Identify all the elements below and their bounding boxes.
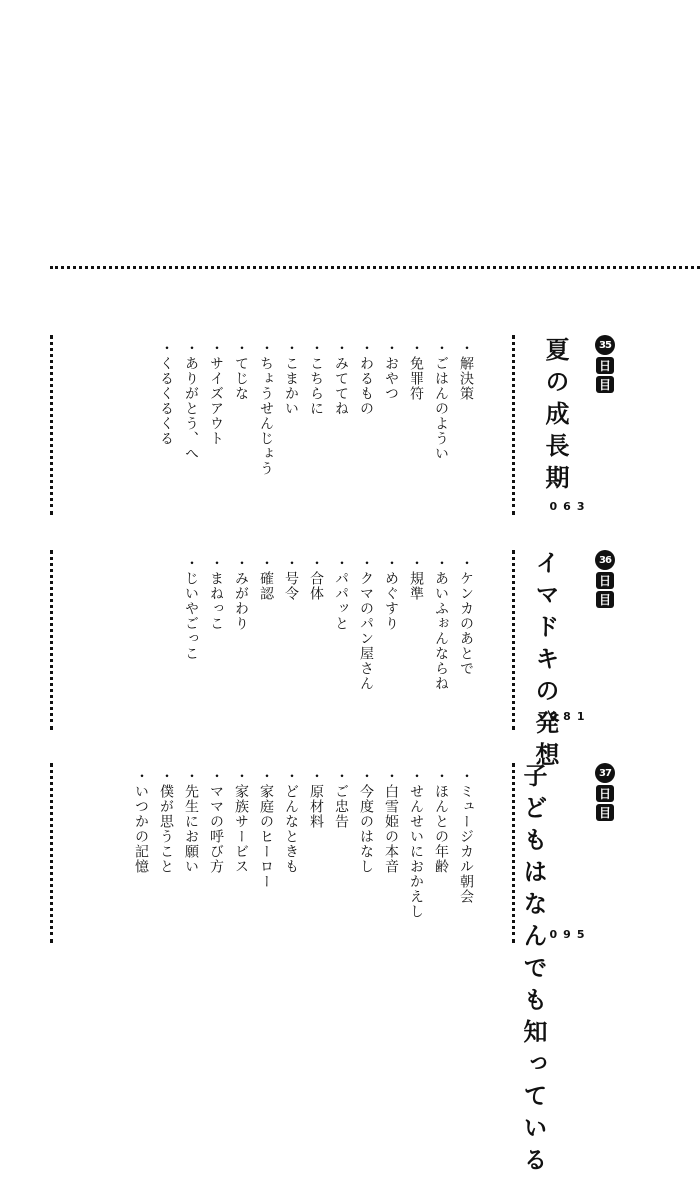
list-item[interactable]: ・ みがわり [232, 556, 250, 691]
list-item[interactable]: ・ ごはんのようい [432, 341, 450, 476]
day-number: 36 [595, 550, 615, 570]
list-item[interactable]: ・ サイズアウト [207, 341, 225, 476]
list-item[interactable]: ・ せんせいにおかえし [407, 769, 425, 919]
episode-list [157, 341, 475, 476]
list-item[interactable]: ・ ケンカのあとで [457, 556, 475, 691]
list-item[interactable]: ・ おやつ [382, 341, 400, 476]
list-item[interactable]: ・ じいやごっこ [182, 556, 200, 691]
list-item[interactable]: ・ わるもの [357, 341, 375, 476]
list-item[interactable]: ・ こまかい [282, 341, 300, 476]
list-item[interactable]: ・ ちょうせんじょう [257, 341, 275, 476]
page-number: 095 [549, 928, 591, 941]
list-item[interactable]: ・ どんなときも [282, 769, 300, 919]
list-item[interactable]: ・ 先生にお願い [182, 769, 200, 919]
list-item[interactable]: ・ まねっこ [207, 556, 225, 691]
list-item[interactable]: ・ 原材料 [307, 769, 325, 919]
list-item[interactable]: ・ 家族サービス [232, 769, 250, 919]
section-right-dotted-rule [512, 763, 515, 943]
list-item[interactable]: ・ てじな [232, 341, 250, 476]
day-badge [595, 763, 615, 821]
list-item[interactable]: ・ ご忠告 [332, 769, 350, 919]
episode-list [182, 556, 475, 691]
list-item[interactable]: ・ 白雪姫の本音 [382, 769, 400, 919]
toc-section-37 [50, 763, 611, 1179]
list-item[interactable]: ・ 合体 [307, 556, 325, 691]
toc-section-35 [50, 335, 610, 515]
list-item[interactable]: ・ 家庭のヒーロー [257, 769, 275, 919]
page-number: 063 [549, 500, 591, 513]
section-left-dotted-rule [50, 550, 53, 730]
day-char-2: 目 [596, 804, 614, 821]
top-dotted-divider [50, 266, 700, 269]
day-char-1: 日 [596, 785, 614, 802]
list-item[interactable]: ・ クマのパン屋さん [357, 556, 375, 691]
list-item[interactable]: ・ ほんとの年齢 [432, 769, 450, 919]
section-left-dotted-rule [50, 763, 53, 943]
list-item[interactable]: ・ みててね [332, 341, 350, 476]
list-item[interactable]: ・ 規準 [407, 556, 425, 691]
list-item[interactable]: ・ 今度のはなし [357, 769, 375, 919]
list-item[interactable]: ・ 確認 [257, 556, 275, 691]
chapter-title: イマドキの発想 [531, 550, 559, 774]
day-char-1: 日 [596, 357, 614, 374]
day-char-2: 目 [596, 376, 614, 393]
page-number: 081 [549, 710, 591, 723]
chapter-title: 子どもはなんでも知っている [519, 763, 547, 1179]
list-item[interactable]: ・ ありがとう、へ [182, 341, 200, 476]
day-badge [595, 550, 615, 608]
list-item[interactable]: ・ めぐすり [382, 556, 400, 691]
list-item[interactable]: ・ 僕が思うこと [157, 769, 175, 919]
day-badge [595, 335, 615, 393]
list-item[interactable]: ・ あいふぉんならね [432, 556, 450, 691]
list-item[interactable]: ・ ママの呼び方 [207, 769, 225, 919]
day-number: 37 [595, 763, 615, 783]
section-right-dotted-rule [512, 335, 515, 515]
section-left-dotted-rule [50, 335, 53, 515]
list-item[interactable]: ・ こちらに [307, 341, 325, 476]
day-number: 35 [595, 335, 615, 355]
list-item[interactable]: ・ 号令 [282, 556, 300, 691]
list-item[interactable]: ・ 免罪符 [407, 341, 425, 476]
list-item[interactable]: ・ パパッと [332, 556, 350, 691]
day-char-2: 目 [596, 591, 614, 608]
list-item[interactable]: ・ くるくるくる [157, 341, 175, 476]
list-item[interactable]: ・ 解決策 [457, 341, 475, 476]
episode-list [132, 769, 475, 919]
list-item[interactable]: ・ ミュージカル朝会 [457, 769, 475, 919]
list-item[interactable]: ・ いつかの記憶 [132, 769, 150, 919]
chapter-title: 夏の成長期 [541, 337, 569, 497]
section-right-dotted-rule [512, 550, 515, 730]
day-char-1: 日 [596, 572, 614, 589]
